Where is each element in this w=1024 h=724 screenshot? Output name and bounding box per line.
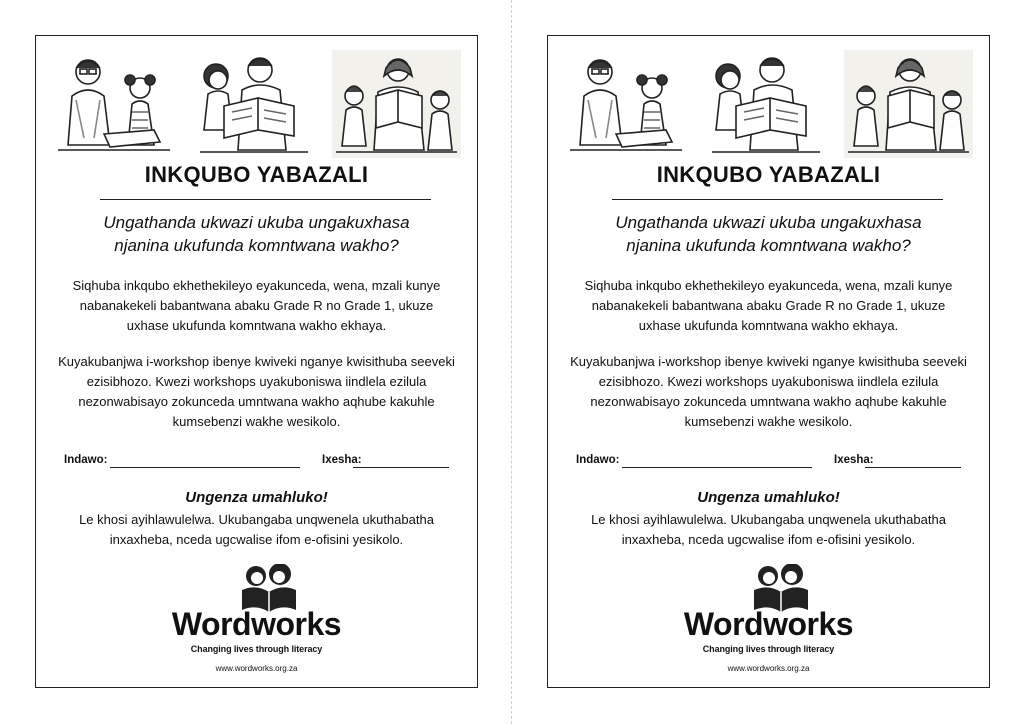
flyer-left — [35, 35, 478, 688]
subtitle-line-1: Ungathanda ukwazi ukuba ungakuxhasa — [615, 213, 922, 232]
venue-time-fields — [64, 453, 454, 471]
flyer-title: INKQUBO YABAZALI — [656, 162, 881, 187]
page-fold-line — [511, 0, 512, 724]
flyer-subtitle — [76, 211, 437, 257]
wordworks-logo-text: Wordworks — [171, 606, 342, 642]
call-to-action-heading: Ungenza umahluko! — [185, 489, 328, 506]
title-divider — [612, 199, 943, 200]
time-label: Ixesha: — [834, 454, 874, 466]
workshop-paragraph: Kuyakubanjwa i-workshop ibenye kwiveki nganye kwisithuba seeveki ezisibhozo. Kwezi workshops uyakuboniswa iindlela ezilula nezonwabisayo zokunceda umntwana wakho aqhube kakuhle kumsebenzi wakhe wesikolo. — [58, 354, 455, 429]
father-daughter-illustration — [566, 50, 686, 158]
mother-reading-to-children-illustration — [332, 50, 461, 158]
registration-paragraph: Le khosi ayihlawulelwa. Ukubangaba unqwenela ukuthabatha inxaxheba, nceda ugcwalise ifom e-ofisini yesikolo. — [591, 512, 946, 547]
title-divider — [100, 199, 431, 200]
father-daughter-illustration — [54, 50, 174, 158]
registration-paragraph: Le khosi ayihlawulelwa. Ukubangaba unqwenela ukuthabatha inxaxheba, nceda ugcwalise ifom e-ofisini yesikolo. — [79, 512, 434, 547]
flyer-subtitle — [588, 211, 949, 257]
place-label: Indawo: — [576, 454, 620, 466]
place-blank-line — [110, 467, 300, 468]
logo-tagline: Changing lives through literacy — [702, 644, 835, 654]
subtitle-line-2: njanina ukufunda komntwana wakho? — [626, 236, 911, 255]
workshop-paragraph: Kuyakubanjwa i-workshop ibenye kwiveki nganye kwisithuba seeveki ezisibhozo. Kwezi workshops uyakuboniswa iindlela ezilula nezonwabisayo zokunceda umntwana wakho aqhube kakuhle kumsebenzi wakhe wesikolo. — [570, 354, 967, 429]
website-link[interactable]: www.wordworks.org.za — [727, 664, 810, 673]
illustration-strip — [54, 50, 461, 158]
call-to-action-heading: Ungenza umahluko! — [697, 489, 840, 506]
place-blank-line — [622, 467, 812, 468]
flyer-right — [547, 35, 990, 688]
flyer-title: INKQUBO YABAZALI — [144, 162, 369, 187]
time-blank-line — [353, 467, 449, 468]
adult-child-reading-illustration — [706, 50, 826, 158]
adult-child-reading-illustration — [194, 50, 314, 158]
mother-reading-to-children-illustration — [844, 50, 973, 158]
wordworks-logo-text: Wordworks — [683, 606, 854, 642]
illustration-strip — [566, 50, 973, 158]
subtitle-line-1: Ungathanda ukwazi ukuba ungakuxhasa — [103, 213, 410, 232]
logo-tagline: Changing lives through literacy — [190, 644, 323, 654]
website-link[interactable]: www.wordworks.org.za — [215, 664, 298, 673]
intro-paragraph: Siqhuba inkqubo ekhethekileyo eyakunceda, wena, mzali kunye nabanakekeli babantwana abaku Grade R no Grade 1, ukuze uxhase ukufunda komntwana wakho ekhaya. — [72, 278, 441, 333]
subtitle-line-2: njanina ukufunda komntwana wakho? — [114, 236, 399, 255]
intro-paragraph: Siqhuba inkqubo ekhethekileyo eyakunceda, wena, mzali kunye nabanakekeli babantwana abaku Grade R no Grade 1, ukuze uxhase ukufunda komntwana wakho ekhaya. — [584, 278, 953, 333]
place-label: Indawo: — [64, 454, 108, 466]
time-blank-line — [865, 467, 961, 468]
venue-time-fields — [576, 453, 966, 471]
time-label: Ixesha: — [322, 454, 362, 466]
